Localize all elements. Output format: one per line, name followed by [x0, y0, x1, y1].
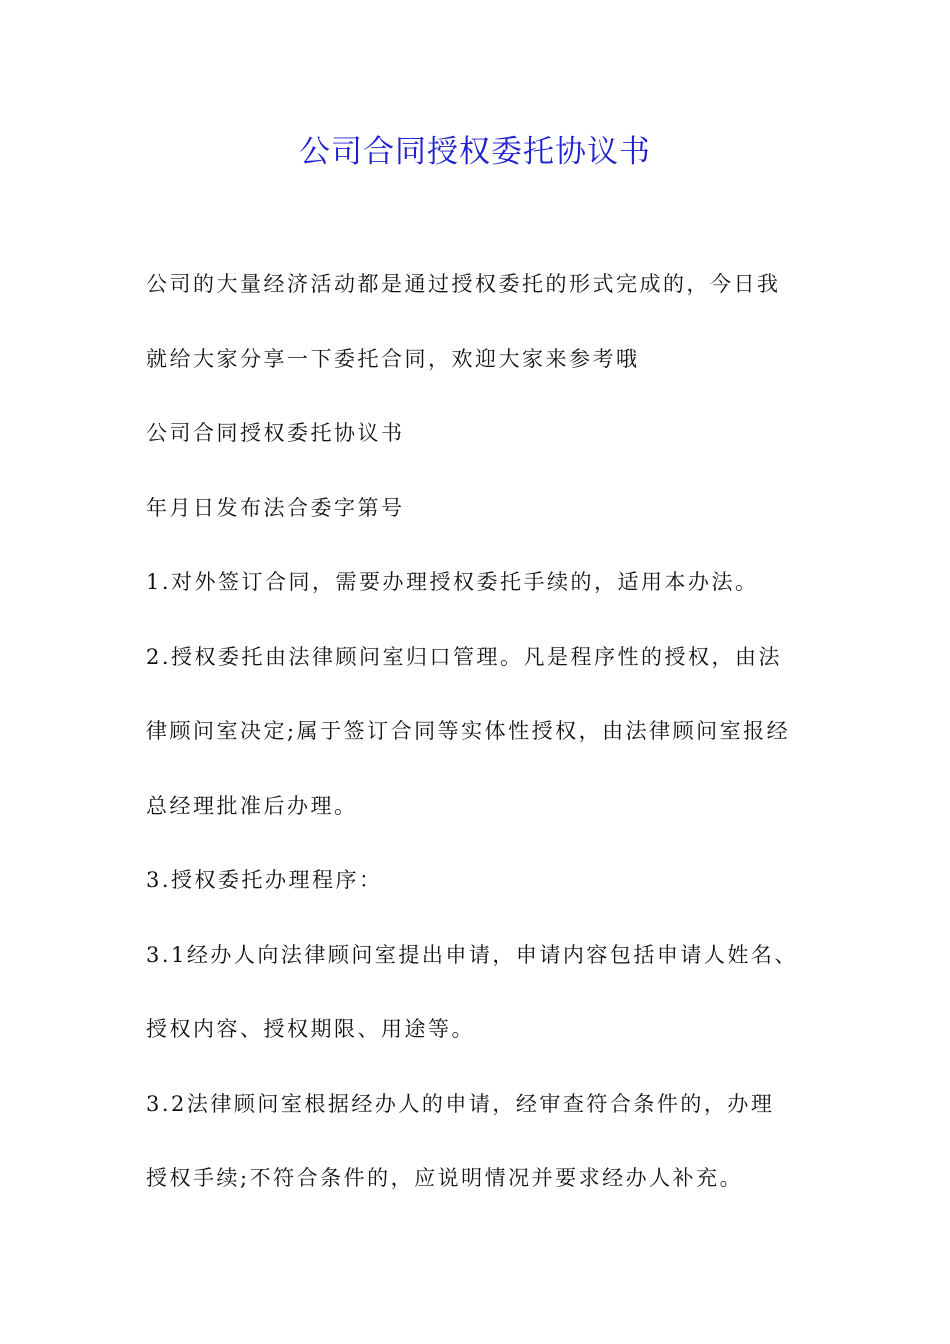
- paragraph-line: 3.授权委托办理程序：: [146, 868, 383, 892]
- paragraph-line: 律顾问室决定;属于签订合同等实体性授权，由法律顾问室报经: [146, 719, 791, 743]
- paragraph-line: 1.对外签订合同，需要办理授权委托手续的，适用本办法。: [146, 570, 759, 594]
- paragraph-line: 就给大家分享一下委托合同，欢迎大家来参考哦: [146, 346, 640, 371]
- paragraph-line: 授权手续;不符合条件的，应说明情况并要求经办人补充。: [146, 1166, 744, 1190]
- paragraph-line: 年月日发布法合委字第号: [146, 495, 405, 520]
- paragraph-line: 公司合同授权委托协议书: [146, 421, 405, 445]
- paragraph-line: 总经理批准后办理。: [146, 793, 358, 818]
- document-title: 公司合同授权委托协议书: [299, 134, 651, 170]
- document-body: [146, 262, 846, 1231]
- paragraph-line: 授权内容、授权期限、用途等。: [146, 1017, 475, 1041]
- paragraph-line: 3.2法律顾问室根据经办人的申请，经审查符合条件的，办理: [146, 1091, 775, 1116]
- paragraph-line: 2.授权委托由法律顾问室归口管理。凡是程序性的授权，由法: [146, 644, 783, 669]
- paragraph-line: 公司的大量经济活动都是通过授权委托的形式完成的，今日我: [146, 272, 781, 296]
- paragraph-line: 3.1经办人向法律顾问室提出申请，申请内容包括申请人姓名、: [146, 942, 798, 967]
